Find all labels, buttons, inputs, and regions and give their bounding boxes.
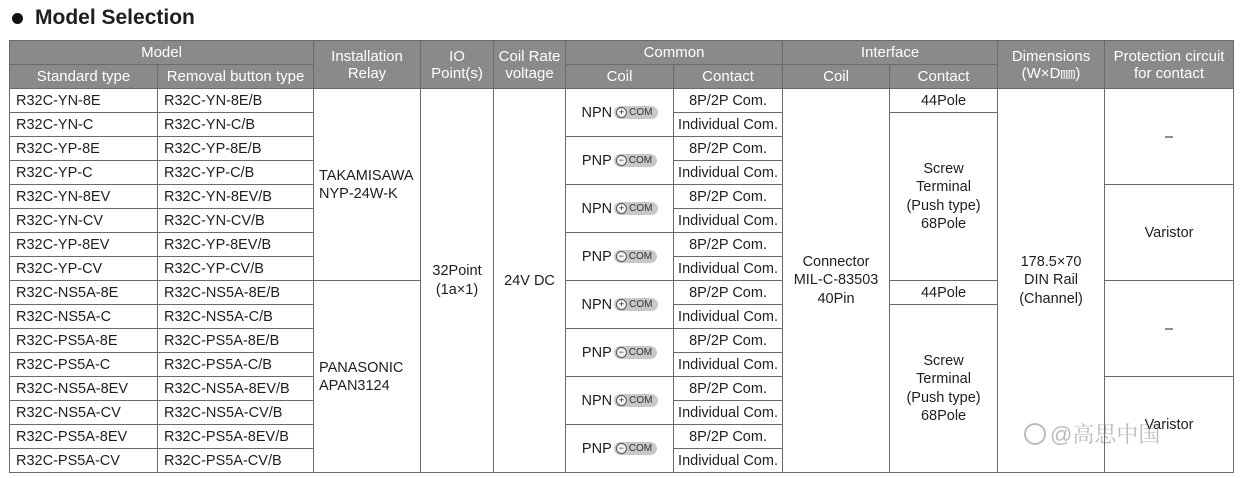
standard-type-cell: R32C-YN-CV: [10, 209, 158, 233]
com-badge: + COM: [614, 298, 657, 311]
minus-icon: −: [616, 347, 627, 358]
common-contact-cell: 8P/2P Com.: [674, 329, 783, 353]
common-coil-cell: NPN + COM: [566, 377, 674, 425]
minus-icon: −: [616, 155, 627, 166]
protection-circuit-cell: –: [1105, 281, 1234, 377]
com-badge: − COM: [614, 250, 657, 263]
header-standard-type: Standard type: [10, 65, 158, 89]
header-common: Common: [566, 41, 783, 65]
interface-contact-cell: Screw Terminal (Push type) 68Pole: [890, 305, 998, 473]
standard-type-cell: R32C-PS5A-CV: [10, 449, 158, 473]
common-contact-cell: Individual Com.: [674, 161, 783, 185]
coil-rate-cell: 24V DC: [494, 89, 566, 473]
header-removal-button-type: Removal button type: [158, 65, 314, 89]
watermark-logo-icon: [1024, 423, 1046, 445]
standard-type-cell: R32C-YN-8EV: [10, 185, 158, 209]
watermark-text: @高思中国: [1050, 422, 1161, 447]
common-contact-cell: Individual Com.: [674, 209, 783, 233]
section-title: [12, 5, 195, 31]
common-coil-cell: PNP − COM: [566, 137, 674, 185]
removal-type-cell: R32C-YN-C/B: [158, 113, 314, 137]
common-contact-cell: Individual Com.: [674, 353, 783, 377]
removal-type-cell: R32C-YP-C/B: [158, 161, 314, 185]
removal-type-cell: R32C-NS5A-8E/B: [158, 281, 314, 305]
header-installation-relay: Installation Relay: [314, 41, 421, 89]
common-contact-cell: 8P/2P Com.: [674, 377, 783, 401]
standard-type-cell: R32C-YP-8EV: [10, 233, 158, 257]
removal-type-cell: R32C-PS5A-8E/B: [158, 329, 314, 353]
com-badge: + COM: [614, 394, 657, 407]
header-interface-contact: Contact: [890, 65, 998, 89]
com-badge: + COM: [614, 106, 657, 119]
header-model: Model: [10, 41, 314, 65]
common-contact-cell: 8P/2P Com.: [674, 89, 783, 113]
header-common-contact: Contact: [674, 65, 783, 89]
plus-icon: +: [616, 395, 627, 406]
common-contact-cell: 8P/2P Com.: [674, 185, 783, 209]
header-io-points: IO Point(s): [421, 41, 494, 89]
header-common-coil: Coil: [566, 65, 674, 89]
bullet-icon: [12, 13, 23, 24]
removal-type-cell: R32C-YN-8E/B: [158, 89, 314, 113]
removal-type-cell: R32C-PS5A-C/B: [158, 353, 314, 377]
io-points-cell: 32Point (1a×1): [421, 89, 494, 473]
common-contact-cell: 8P/2P Com.: [674, 425, 783, 449]
standard-type-cell: R32C-PS5A-8E: [10, 329, 158, 353]
standard-type-cell: R32C-YP-CV: [10, 257, 158, 281]
minus-icon: −: [616, 251, 627, 262]
com-badge: − COM: [614, 154, 657, 167]
com-badge: + COM: [614, 202, 657, 215]
header-coil-rate: Coil Rate voltage: [494, 41, 566, 89]
removal-type-cell: R32C-YP-8EV/B: [158, 233, 314, 257]
interface-coil-cell: Connector MIL-C-83503 40Pin: [783, 89, 890, 473]
common-contact-cell: 8P/2P Com.: [674, 281, 783, 305]
plus-icon: +: [616, 299, 627, 310]
com-badge: − COM: [614, 442, 657, 455]
standard-type-cell: R32C-YN-C: [10, 113, 158, 137]
common-contact-cell: Individual Com.: [674, 449, 783, 473]
common-coil-cell: NPN + COM: [566, 185, 674, 233]
common-contact-cell: Individual Com.: [674, 113, 783, 137]
protection-circuit-cell: Varistor: [1105, 377, 1234, 473]
common-coil-cell: NPN + COM: [566, 89, 674, 137]
standard-type-cell: R32C-YP-C: [10, 161, 158, 185]
interface-contact-cell: Screw Terminal (Push type) 68Pole: [890, 113, 998, 281]
section-title-text: Model Selection: [35, 6, 195, 29]
removal-type-cell: R32C-YP-8E/B: [158, 137, 314, 161]
common-contact-cell: Individual Com.: [674, 257, 783, 281]
minus-icon: −: [616, 443, 627, 454]
common-contact-cell: 8P/2P Com.: [674, 233, 783, 257]
removal-type-cell: R32C-YN-CV/B: [158, 209, 314, 233]
protection-circuit-cell: Varistor: [1105, 185, 1234, 281]
interface-contact-cell: 44Pole: [890, 281, 998, 305]
standard-type-cell: R32C-NS5A-CV: [10, 401, 158, 425]
removal-type-cell: R32C-NS5A-C/B: [158, 305, 314, 329]
standard-type-cell: R32C-YP-8E: [10, 137, 158, 161]
common-coil-cell: PNP − COM: [566, 233, 674, 281]
model-selection-table: [9, 40, 1234, 473]
installation-relay-cell: PANASONIC APAN3124: [314, 281, 421, 473]
removal-type-cell: R32C-PS5A-CV/B: [158, 449, 314, 473]
standard-type-cell: R32C-PS5A-8EV: [10, 425, 158, 449]
removal-type-cell: R32C-NS5A-8EV/B: [158, 377, 314, 401]
standard-type-cell: R32C-NS5A-C: [10, 305, 158, 329]
standard-type-cell: R32C-NS5A-8EV: [10, 377, 158, 401]
com-badge: − COM: [614, 346, 657, 359]
common-coil-cell: PNP − COM: [566, 425, 674, 473]
plus-icon: +: [616, 107, 627, 118]
removal-type-cell: R32C-PS5A-8EV/B: [158, 425, 314, 449]
standard-type-cell: R32C-YN-8E: [10, 89, 158, 113]
standard-type-cell: R32C-PS5A-C: [10, 353, 158, 377]
common-coil-cell: PNP − COM: [566, 329, 674, 377]
header-dimensions: Dimensions (W×D㎜): [998, 41, 1105, 89]
common-contact-cell: Individual Com.: [674, 305, 783, 329]
standard-type-cell: R32C-NS5A-8E: [10, 281, 158, 305]
watermark: [1024, 418, 1160, 449]
protection-circuit-cell: –: [1105, 89, 1234, 185]
removal-type-cell: R32C-YN-8EV/B: [158, 185, 314, 209]
header-interface: Interface: [783, 41, 998, 65]
installation-relay-cell: TAKAMISAWA NYP-24W-K: [314, 89, 421, 281]
common-coil-cell: NPN + COM: [566, 281, 674, 329]
header-interface-coil: Coil: [783, 65, 890, 89]
common-contact-cell: Individual Com.: [674, 401, 783, 425]
plus-icon: +: [616, 203, 627, 214]
dimensions-cell: 178.5×70 DIN Rail (Channel): [998, 89, 1105, 473]
interface-contact-cell: 44Pole: [890, 89, 998, 113]
removal-type-cell: R32C-YP-CV/B: [158, 257, 314, 281]
common-contact-cell: 8P/2P Com.: [674, 137, 783, 161]
removal-type-cell: R32C-NS5A-CV/B: [158, 401, 314, 425]
header-protection-circuit: Protection circuit for contact: [1105, 41, 1234, 89]
table-row: [10, 89, 1234, 113]
